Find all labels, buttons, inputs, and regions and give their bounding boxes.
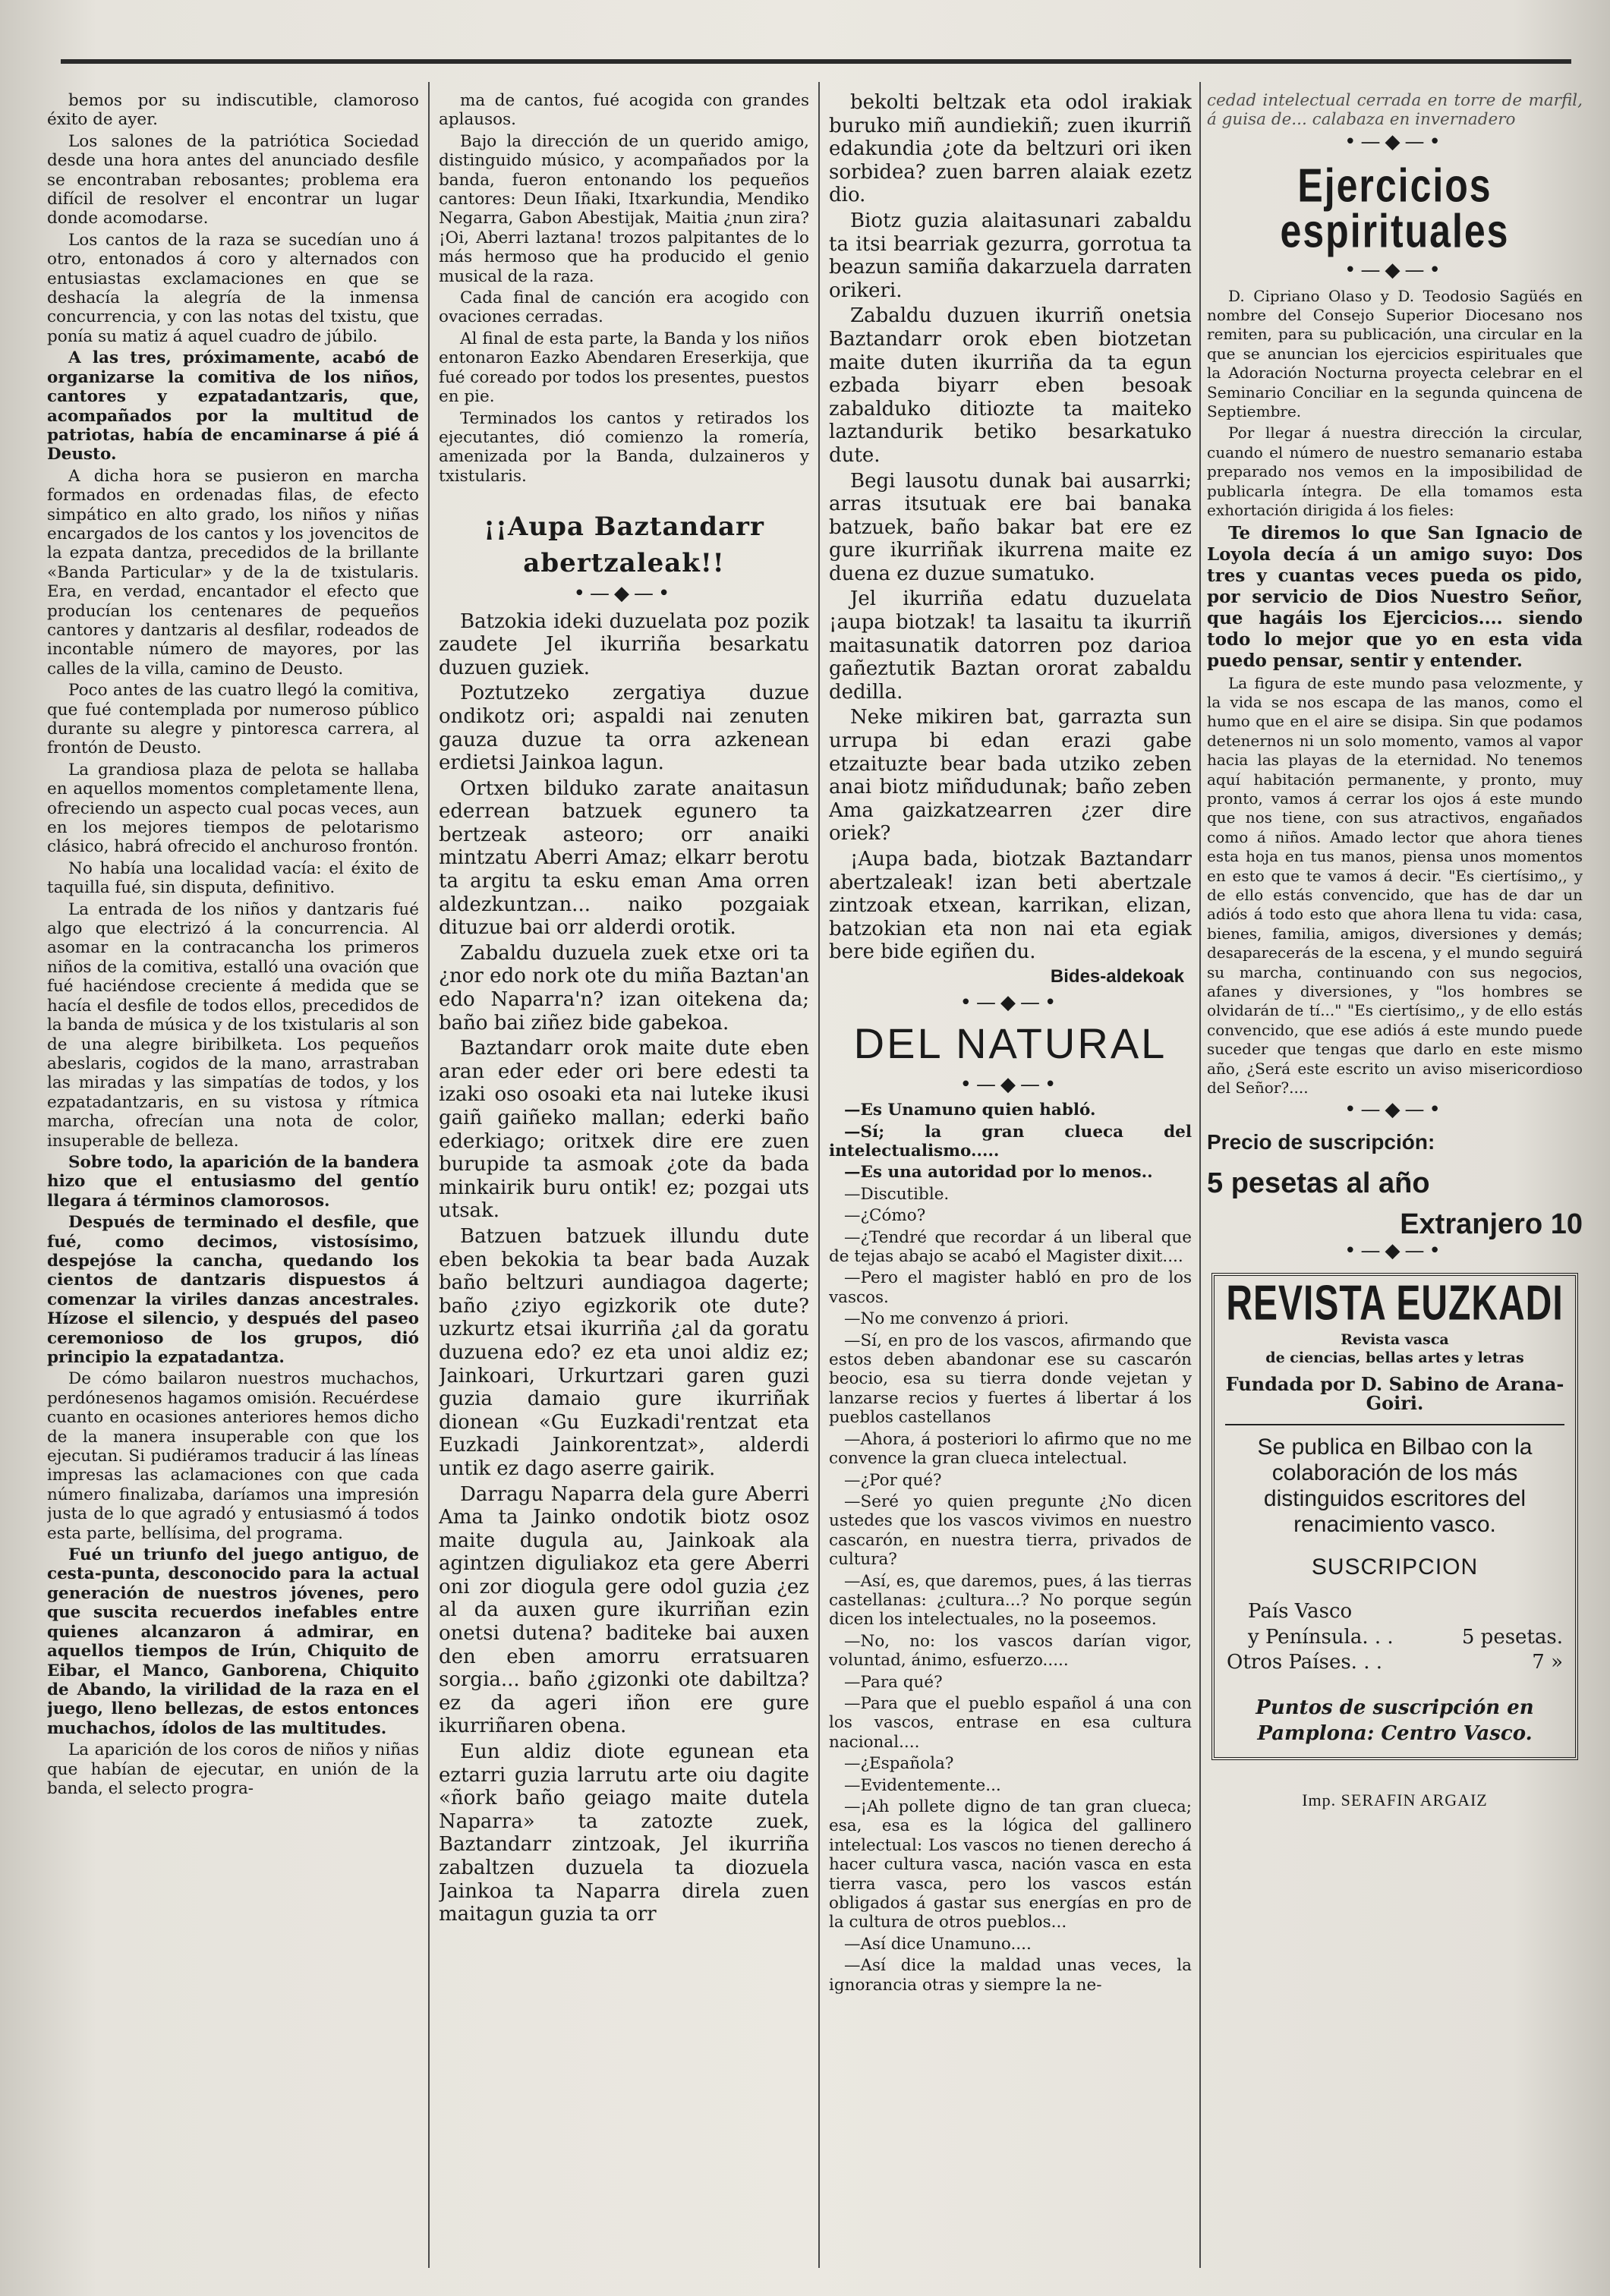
paragraph: A dicha hora se pusieron en marcha formados en ordenadas filas, de efecto simpático en alto grado, los niños y niñas encargados de los cantos y los jovencitos de la ezpata dantza, precedidos de la brillante «Banda Particular» y de la de txistularis. Era, en verdad, encantador el efecto que producían los centenares de pequeños cantores y dantzaris al desfilar, rodeados de incontable número de mayores, por las calles de la villa, camino de Deusto. <box>47 466 419 679</box>
paragraph: Zabaldu duzuela zuek etxe ori ta ¿nor edo nork ote du miña Baztan'an edo Naparra'n? izan oitekena da; baño bai ziñez bide gabekoa. <box>439 941 809 1035</box>
price-label: Otros Países. . . <box>1227 1650 1382 1674</box>
ad-subscription-heading: SUSCRIPCION <box>1311 1554 1479 1579</box>
table-row <box>1225 1599 1564 1624</box>
table-row <box>1225 1650 1564 1675</box>
paragraph: Eun aldiz diote egunean eta eztarri guzia larrutu arte oiu dagite «ñork baño geiago maite dutela Naparra» ta zatozte zuek, Baztandarr zintzoak, Jel ikurriña zabaltzen duzuela ta diozuela Jainkoa ta Naparra direla zuen maitagun guzia ta orr <box>439 1740 809 1926</box>
ad-founded: Fundada por D. Sabino de Arana-Goiri. <box>1225 1372 1564 1415</box>
column-2 <box>439 91 809 2269</box>
dialogue-line: —Así, es, que daremos, pues, á las tierras castellanas: ¿cultura...? No porque según dicen los intelectuales, no la poseemos. <box>829 1571 1192 1630</box>
dialogue-line: —¿Por qué? <box>844 1470 942 1490</box>
top-rule <box>61 59 1571 64</box>
column-rule <box>1199 82 1201 2268</box>
dialogue-line: —¿Cómo? <box>844 1206 926 1226</box>
ad-title: REVISTA EUZKADI <box>1226 1277 1564 1331</box>
ad-subtitle: Revista vasca <box>1341 1331 1449 1348</box>
paragraph: Por llegar á nuestra dirección la circular, cuando el número de nuestro semanario estaba preparado nos vemos en la imposibilidad de publicarla íntegra. De ella tomamos esta exhortación dirigida á los fieles: <box>1207 424 1583 520</box>
ad-rule <box>1225 1424 1564 1425</box>
paragraph: La aparición de los coros de niños y niñas que habían de ejecutar, en unión de la banda, el selecto progra- <box>47 1740 419 1798</box>
printer-imprint: Imp. SERAFIN ARGAIZ <box>1302 1791 1488 1810</box>
paragraph: ¡Aupa bada, biotzak Baztandarr abertzaleak! izan beti abertzale zintzoak etxean, karrikan, elizan, batzokian eta non nai eta egiak bere bide egiñen du. <box>829 848 1192 964</box>
table-row <box>1225 1625 1564 1650</box>
revista-euzkadi-ad <box>1211 1273 1578 1760</box>
dialogue-line: —Así dice Unamuno.... <box>844 1934 1032 1954</box>
dialogue-line: —Discutible. <box>844 1184 950 1204</box>
paragraph: La entrada de los niños y dantzaris fué algo que electrizó á la concurrencia. Al asomar en la contracancha los primeros niños de la comitiva, estalló una ovación que fué haciéndose creciente á medida que se hacía el desfile de todos ellos, precedidos de la banda de música y de los txistularis al son de una alegre biribilketa. Los pequeños abeslaris, cogidos de la mano, arrastraban las miradas y las simpatías de todos, y los ezpatadantzaris, en su vistosa y rítmica marcha, ofrecían una nota de color, insuperable de belleza. <box>47 899 419 1151</box>
paragraph: Batzuen batzuek illundu dute eben bekokia ta bear bada Auzak baño beltzuri aundiagoa dagerte; baño ¿ziyo egizkorik ote dute? uzkurtz etsai ikurriña ¿al da goratu duzuena edo? ez eta unoi aldiz ez; Jainkoari, Urkurtzari garen guzi guzia damaio gure ikurriñak dionean «Gu Euzkadi'rentzat eta Euzkadi Jainkorentzat», alderdi untik ez dago aserre gairik. <box>439 1224 809 1480</box>
dialogue-line: —Para que el pueblo español á una con los vascos, entrase en esa cultura nacional.... <box>829 1693 1192 1752</box>
article-heading: ¡¡Aupa Baztandarr abertzaleak!! <box>484 512 764 579</box>
ornament-divider: •—◆—• <box>1344 130 1445 153</box>
paragraph: ma de cantos, fué acogida con grandes aplausos. <box>439 91 809 130</box>
paragraph: Jel ikurriña edatu duzuelata ¡aupa biotzak! ta lasaitu ta ikurriñ maitasunatik datorren poz darioa gañeztutik Baztan ororat zabaldu dedilla. <box>829 587 1192 704</box>
dialogue-line: —Pero el magister habló en pro de los vascos. <box>829 1268 1192 1307</box>
paragraph: D. Cipriano Olaso y D. Teodosio Sagüés en nombre del Consejo Superior Diocesano nos remiten, para su publicación, una circular en la que se anuncian los ejercicios espirituales que la Adoración Nocturna proyecta celebrar en el Seminario Conciliar en la segunda quincena de Septiembre. <box>1207 286 1583 421</box>
paragraph: cedad intelectual cerrada en torre de marfil, á guisa de... calabaza en invernadero <box>1207 91 1583 130</box>
paragraph: Zabaldu duzuen ikurriñ onetsia Baztandarr orok eben biotzetan maite duten ikurriña da ta egun ezbada biyarr eben besoak zabalduko ditiozte ta maiteko laztandurik betiko besarkatuko dute. <box>829 304 1192 467</box>
ad-subtitle: de ciencias, bellas artes y letras <box>1265 1349 1524 1366</box>
article-heading: DEL NATURAL <box>853 1019 1167 1067</box>
column-4 <box>1207 91 1583 2269</box>
price-label: País Vasco <box>1248 1600 1353 1624</box>
paragraph: Batzokia ideki duzuelata poz pozik zaudete Jel ikurriña besarkatu duzuen guziek. <box>439 609 809 679</box>
paragraph: Begi lausotu dunak bai ausarrki; arras itsutuak ere bai banaka batzuek, baño bakar bat ere ez gure ikurriñak ikurrena maite ez duena ez duzue sumatuko. <box>829 469 1192 585</box>
ad-publication-note: Se publica en Bilbao con la colaboración de los más distinguidos escritores del renacimiento vasco. <box>1257 1434 1533 1537</box>
section-heading: Ejercicios espirituales <box>1280 159 1510 258</box>
dialogue-line: —Para qué? <box>844 1672 943 1692</box>
paragraph: Poztutzeko zergatiya duzue ondikotz ori; aspaldi nai zenuten gauza duzue ta orra azkenean erdietsi Jainkoa lagun. <box>439 682 809 775</box>
ornament-divider: •—◆—• <box>959 1072 1061 1096</box>
article-signature: Bides-aldekoak <box>1050 965 1184 987</box>
ornament-divider: •—◆—• <box>1344 259 1445 282</box>
dialogue-line: —Evidentemente... <box>844 1775 1001 1795</box>
paragraph: Los salones de la patriótica Sociedad desde una hora antes del anunciado desfile se encontraban rebosantes; problema era difícil de resolver el encontrar un lugar donde acomodarse. <box>47 131 419 228</box>
paragraph: No había una localidad vacía: el éxito de taquilla fué, sin disputa, definitivo. <box>47 858 419 898</box>
dialogue-line: —¿Española? <box>844 1754 954 1774</box>
dialogue-line: —Es Unamuno quien habló. <box>844 1101 1096 1120</box>
paragraph: Terminados los cantos y retirados los ejecutantes, dió comienzo la romería, amenizada por la Banda, dulzaineros y txistularis. <box>439 408 809 486</box>
dialogue-line: —Sí, en pro de los vascos, afirmando que estos deben abandonar ese su cascarón beocio, esa su tierra donde vejetan y lanzarse recios y fuertes á libertar á los pueblos castellanos <box>829 1331 1192 1428</box>
paragraph: Fué un triunfo del juego antiguo, de cesta-punta, desconocido para la actual generación de nuestros jóvenes, pero que suscita recuerdos inefables entre quienes alcanzaron á admirar, en aquellos tiempos de Irún, Chiquito de Eibar, el Manco, Ganborena, Chiquito de Abando, la virilidad de la raza en el juego, lleno bellezas, de estos entonces muchachos, ídolos de las multitudes. <box>47 1545 419 1738</box>
dialogue-line: —¿Tendré que recordar á un liberal que de tejas abajo se acabó el Magister dixit.... <box>829 1227 1192 1267</box>
paragraph: Baztandarr orok maite dute eben aran eder eder ori bere edesti ta izaki oso osoaki eta nai luteke ikusi gaiñ gaiñeko mallan; ederki baño ederkiago; oritxek dire ere zuen burupide ta asmoak ¿ote da bada minkairik buru ontik! ez; pozgai uts utsak. <box>439 1037 809 1223</box>
dialogue-line: —Sí; la gran clueca del intelectualismo..... <box>829 1122 1192 1161</box>
subscription-price-national: 5 pesetas al año <box>1207 1167 1430 1200</box>
paragraph: Después de terminado el desfile, que fué, como decimos, vistosísimo, despejóse la cancha, quedando los cientos de dantzaris dispuestos á comenzar la viriles danzas ancestrales. Hízose el silencio, y después del paseo ceremonioso de los grupos, dió principio la ezpatadantza. <box>47 1213 419 1367</box>
dialogue-line: —Ahora, á posteriori lo afirmo que no me convence la gran clueca intelectual. <box>829 1429 1192 1469</box>
paragraph: Bajo la dirección de un querido amigo, distinguido músico, y acompañados por la banda, fueron entonando los pequeños cantores: Deun Iñaki, Itxarkundia, Mendiko Negarra, Gabon Abestijak, Maitia ¿nun zira? ¡Oi, Aberri laztana! trozos palpitantes de lo más hermoso que ha producido el genio musical de la raza. <box>439 131 809 286</box>
paragraph: Sobre todo, la aparición de la bandera hizo que el entusiasmo del gentío llegara á términos clamorosos. <box>47 1152 419 1211</box>
paragraph: La grandiosa plaza de pelota se hallaba en aquellos momentos completamente llena, ofreciendo un aspecto cual pocas veces, aun en los mejores tiempos de pelotarismo clásico, habrá ofrecido el anchuroso frontón. <box>47 760 419 857</box>
dialogue-line: —No me convenzo á priori. <box>844 1309 1070 1329</box>
paragraph: Darragu Naparra dela gure Aberri Ama ta Jainko ondotik biotz osoz maite dugula au, Jainkoak ala agintzen diguliakoz eta gere Aberri oni zor diogula gere odol guzia ¿ez al da auxen gure ikurriñan ezin onetsi dutena? baditeke bai auxen den eben amorru erratsuaren sorgia... baño ¿gizonki ote dabiltza? ez da ageri iñon ere gure ikurriñaren obena. <box>439 1482 809 1738</box>
paragraph: Al final de esta parte, la Banda y los niños entonaron Eazko Abendaren Ereserkija, que fué coreado por todos los presentes, puestos en pie. <box>439 329 809 407</box>
paragraph: Te diremos lo que San Ignacio de Loyola decía á un amigo suyo: Dos tres y cuantas veces pueda os pido, por servicio de Dios Nuestro Señor, que hagáis los Ejercicios.... siendo todo lo mejor que yo en esta vida puedo pensar, sentir y entender. <box>1207 522 1583 671</box>
paragraph: Ortxen bilduko zarate anaitasun ederrean batzuek egunero ta bertzeak asteoro; orr anaiki mintzatu Aberri Amaz; elkarr berotu ta argitu ta esku eman Ama orren aldezkuntzan... naiko pozgaiak dituzue bai orr alderdi orotik. <box>439 776 809 940</box>
dialogue-line: —Así dice la maldad unas veces, la ignorancia otras y siempre la ne- <box>829 1956 1192 1995</box>
ornament-divider: •—◆—• <box>959 991 1061 1015</box>
ornament-divider: •—◆—• <box>1344 1098 1445 1122</box>
price-value: 7 » <box>1532 1650 1563 1674</box>
dialogue-line: —Seré yo quien pregunte ¿No dicen ustedes que los vascos vivimos en nuestro cascarón, en nuestra tierra, privados de cultura? <box>829 1491 1192 1570</box>
paragraph: A las tres, próximamente, acabó de organizarse la comitiva de los niños, cantores y ezpatadantzaris, que, acompañados por la multitud de patriotas, había de encaminarse á pié á Deusto. <box>47 348 419 465</box>
price-label: y Península. . . <box>1248 1625 1394 1649</box>
paragraph: Los cantos de la raza se sucedían uno á otro, entonados á coro y alternados con entusiastas exclamaciones en que se deshacía la alegría de la inmensa concurrencia, y con las notas del txistu, que ponía su matiz á aquel cuadro de júbilo. <box>47 230 419 346</box>
ornament-divider: •—◆—• <box>1344 1239 1445 1263</box>
paragraph: La figura de este mundo pasa velozmente, y la vida se nos escapa de las manos, como el humo que en el aire se disipa. Sin que podamos detenernos ni un solo momento, vamos al vapor hacia las playas de la eternidad. No tenemos aquí habitación permanente, y pronto, muy pronto, vamos á cerrar los ojos á este mundo que nos tiene, con sus atractivos, engañados como á niños. Amado lector que ahora tienes esta hoja en tus manos, piensa unos momentos en esto que te vamos á decir. "Es ciertísimo,, y de ello estás convencido, que has de dar un adiós á todo esto que ahora llena tu vida: casa, bienes, familia, amigos, diversiones y demás; desaparecerás de la escena, y el mundo seguirá su marcha, continuando con sus negocios, afanes y diversiones, y "los hombres se olvidarán de tí..." "Es ciertísimo,, y de ello estás convencido, que ese adiós á este mundo puede suceder que tengas que darlo en este mismo año, ¿Será este escrito un aviso misericordioso del Señor?.... <box>1207 673 1583 1098</box>
column-rule <box>428 82 430 2268</box>
ad-subscription-points: Puntos de suscripción en Pamplona: Centro Vasco. <box>1256 1696 1534 1746</box>
subscription-price-foreign: Extranjero 10 <box>1400 1208 1583 1240</box>
paragraph: bekolti beltzak eta odol irakiak buruko miñ aundiekiñ; zuen ikurriñ edakundia ¿ote da beltzuri ori iken sorbidea? zuen barren alaiak ezetz dio. <box>829 91 1192 207</box>
subscription-price-heading: Precio de suscripción: <box>1207 1129 1435 1154</box>
paragraph: bemos por su indiscutible, clamoroso éxito de ayer. <box>47 91 419 130</box>
dialogue-line: —No, no: los vascos darían vigor, voluntad, ánimo, esfuerzo..... <box>829 1631 1192 1671</box>
column-1 <box>47 91 419 2269</box>
dialogue-line: —Es una autoridad por lo menos.. <box>844 1163 1153 1183</box>
dialogue-line: —¡Ah pollete digno de tan gran clueca; esa, esa es la lógica del gallinero intelectual: Los vascos no tienen derecho á hacer cultura vasca, nación vasca en esta tierra vasca, pero los vascos están obligados á gastar sus energías en pro de la cultura de otros pueblos... <box>829 1797 1192 1932</box>
paragraph: De cómo bailaron nuestros muchachos, perdónesenos hagamos omisión. Recuérdese cuanto en ocasiones anteriores hemos dicho de la manera insuperable con que los ejecutan. Si pudiéramos traducir á las líneas impresas las aclamaciones con que cada número finalizaba, daríamos una impresión justa de lo que agradó y entusiasmó á todos esta parte, bellísima, del programa. <box>47 1369 419 1543</box>
paragraph: Biotz guzia alaitasunari zabaldu ta itsi bearriak gezurra, gorrotua ta beazun samiña dakarzuela darraten orikeri. <box>829 209 1192 302</box>
column-3 <box>829 91 1192 2269</box>
paragraph: Poco antes de las cuatro llegó la comitiva, que fué contemplada por numeroso público durante su alegre y pintoresca carrera, al frontón de Deusto. <box>47 681 419 758</box>
paragraph: Cada final de canción era acogido con ovaciones cerradas. <box>439 288 809 327</box>
price-value: 5 pesetas. <box>1461 1625 1563 1649</box>
column-rule <box>818 82 820 2268</box>
ad-price-table <box>1225 1599 1564 1675</box>
paragraph: Neke mikiren bat, garrazta sun urrupa bi edan erazi gabe etzaituzte bear bada utziko zeben anai biotz miñdudunak; baño zeben Ama gaizkatzearren ¿zer dire oriek? <box>829 706 1192 846</box>
ornament-divider: •—◆—• <box>573 582 675 606</box>
